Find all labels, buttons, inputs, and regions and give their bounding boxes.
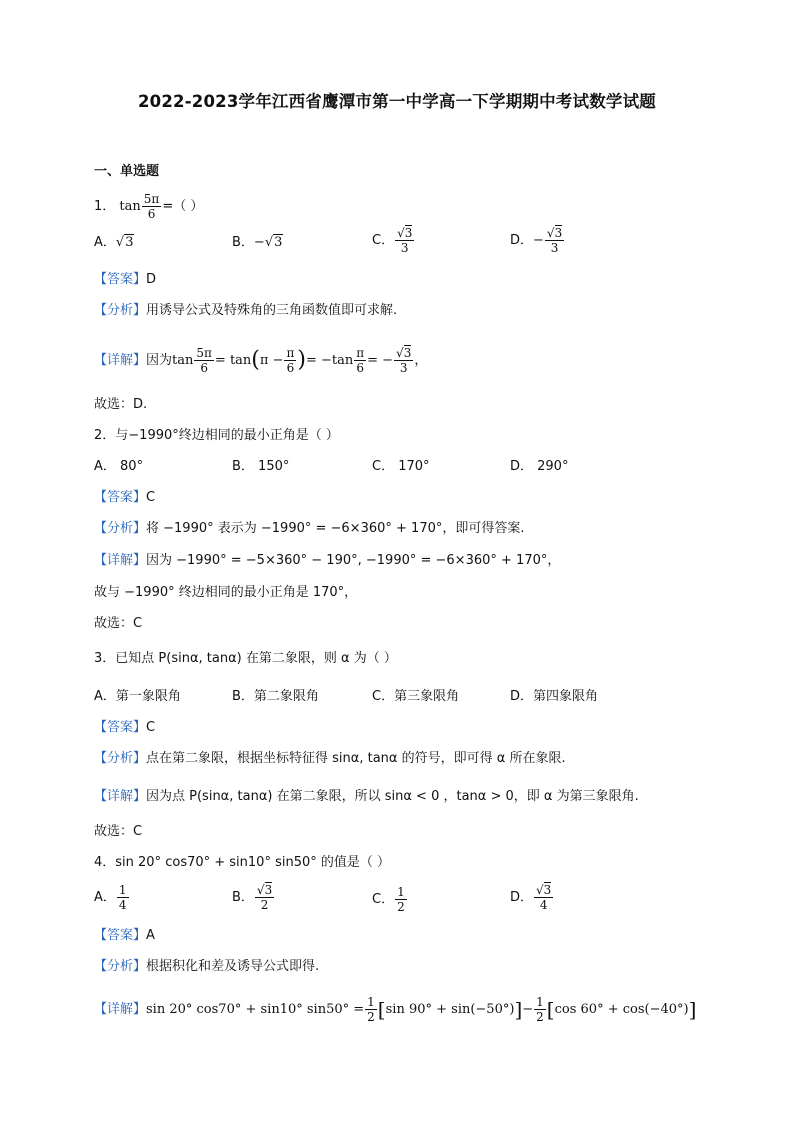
choose-label: 故选： — [94, 397, 134, 412]
minus-sign: − — [522, 1002, 534, 1017]
analysis-tag: 【分析】 — [94, 303, 147, 318]
analysis-text: 用诱导公式及特殊角的三角函数值即可求解. — [146, 303, 398, 318]
sqrt-icon: √ — [264, 235, 274, 250]
fraction-numerator — [255, 883, 274, 898]
question-2-analysis — [94, 520, 525, 538]
question-2-option-c: C． 170° — [372, 459, 430, 474]
fraction-denominator: 3 — [550, 241, 559, 255]
fraction-denominator: 2 — [536, 1010, 544, 1024]
sqrt-radicand: 3 — [403, 346, 412, 360]
fraction-numerator: π — [356, 346, 365, 360]
question-3-detail — [94, 788, 639, 806]
analysis-tag: 【分析】 — [94, 959, 147, 974]
fraction — [534, 883, 553, 912]
left-bracket: [ — [546, 997, 555, 1022]
question-number: 1． — [94, 199, 116, 214]
detail-text: 因为 — [146, 353, 173, 368]
answer-value: C — [146, 490, 156, 505]
fraction-numerator: 1 — [367, 995, 375, 1009]
detail-tag: 【详解】 — [94, 353, 147, 368]
detail-expr: sin 20° cos70° + sin10° sin50° = — [146, 1002, 365, 1017]
analysis-text: 点在第二象限，根据坐标特征得 sinα, tanα 的符号，即可得 α 所在象限. — [146, 751, 566, 766]
choose-value: C — [133, 616, 143, 631]
analysis-text: 将 −1990° 表示为 −1990° = −6×360° + 170°，即可得答案. — [146, 521, 525, 536]
right-bracket: ] — [514, 997, 523, 1022]
answer-tag: 【答案】 — [94, 720, 147, 735]
question-2-choose — [94, 615, 142, 633]
question-2-stem — [94, 427, 339, 445]
option-label: D． — [510, 233, 534, 248]
fraction — [534, 995, 546, 1024]
fraction — [142, 192, 162, 221]
question-1-option-c — [372, 226, 415, 255]
fraction-numerator — [534, 883, 553, 898]
question-3-option-a: A．第一象限角 — [94, 689, 181, 704]
fraction-numerator: 5π — [196, 346, 212, 360]
detail-expr: = − — [367, 353, 394, 368]
question-2-option-a: A． 80° — [94, 459, 144, 474]
sqrt-radicand: 3 — [404, 226, 413, 240]
question-3-choose — [94, 823, 142, 841]
option-label: C． — [372, 233, 395, 248]
fraction-denominator: 2 — [367, 1010, 375, 1024]
option-label: A． — [94, 235, 116, 250]
fraction-numerator: 1 — [397, 885, 405, 899]
detail-tag: 【详解】 — [94, 553, 147, 568]
choose-label: 故选： — [94, 824, 134, 839]
question-number: 2． — [94, 428, 116, 443]
left-bracket: [ — [377, 997, 386, 1022]
option-label: D． — [510, 890, 534, 905]
question-1-option-b — [232, 234, 283, 252]
sqrt-radicand: 3 — [274, 235, 283, 250]
fraction — [395, 226, 414, 255]
sqrt-expression — [116, 234, 135, 252]
sqrt-icon: √ — [115, 235, 125, 250]
option-label: C． — [372, 892, 395, 907]
detail-expr: cos 60° + cos(−40°) — [554, 1002, 689, 1017]
detail-text: 因为点 P(sinα, tanα) 在第二象限，所以 sinα < 0 ，tanα > 0，即 α 为第三象限角. — [146, 789, 639, 804]
fraction-denominator: 2 — [397, 900, 405, 914]
analysis-text: 根据积化和差及诱导公式即得. — [146, 959, 320, 974]
detail-expr: = tan — [214, 353, 252, 368]
question-2-detail-2: 故与 −1990° 终边相同的最小正角是 170°， — [94, 585, 358, 600]
fraction — [284, 346, 296, 375]
fraction-denominator: 4 — [539, 898, 548, 912]
fraction-numerator — [394, 346, 413, 361]
page-title: 2022-2023学年江西省鹰潭市第一中学高一下学期期中考试数学试题 — [138, 92, 656, 111]
question-2-answer — [94, 489, 155, 507]
minus-sign: − — [253, 235, 265, 250]
question-1-choose — [94, 396, 147, 414]
question-3-option-d: D．第四象限角 — [510, 689, 599, 704]
option-label: A． — [94, 890, 116, 905]
fraction-numerator: 5π — [143, 192, 160, 206]
detail-expr: sin 90° + sin(−50°) — [385, 1002, 515, 1017]
sqrt-icon: √ — [396, 346, 404, 360]
detail-expr: π − — [259, 353, 284, 368]
fraction-denominator: 6 — [286, 361, 295, 375]
fraction — [365, 995, 377, 1024]
section-heading: 一、单选题 — [94, 164, 160, 179]
detail-text: 因为 −1990° = −5×360° − 190°, −1990° = −6×360° + 170°， — [146, 553, 561, 568]
stem-tail: =（ ） — [162, 199, 204, 214]
question-3-option-b: B．第二象限角 — [232, 689, 319, 704]
detail-func: tan — [172, 353, 194, 368]
sqrt-icon: √ — [546, 226, 555, 240]
fraction — [117, 883, 129, 912]
fraction — [354, 346, 366, 375]
question-2-option-b: B． 150° — [232, 459, 290, 474]
sqrt-icon: √ — [536, 883, 544, 897]
detail-text: ， — [414, 353, 428, 368]
question-1-answer — [94, 271, 156, 289]
sqrt-radicand: 3 — [264, 883, 273, 897]
question-1-analysis — [94, 302, 397, 320]
detail-tag: 【详解】 — [94, 789, 147, 804]
question-3-option-c: C．第三象限角 — [372, 689, 460, 704]
fraction — [194, 346, 214, 375]
question-3-stem — [94, 650, 397, 668]
right-bracket: ] — [688, 997, 697, 1022]
question-1-detail — [94, 346, 427, 375]
analysis-tag: 【分析】 — [94, 521, 147, 536]
question-4-option-d — [510, 883, 554, 912]
answer-tag: 【答案】 — [94, 928, 147, 943]
question-4-detail — [94, 995, 696, 1024]
stem-text: 与−1990°终边相同的最小正角是（ ） — [115, 428, 339, 443]
left-paren: ( — [251, 347, 260, 373]
question-2-option-d: D． 290° — [510, 459, 569, 474]
question-4-option-c — [372, 885, 408, 914]
question-4-stem — [94, 854, 390, 872]
question-4-analysis — [94, 958, 319, 976]
minus-sign: − — [533, 233, 544, 248]
question-1-option-d — [510, 226, 565, 255]
fraction-denominator: 3 — [400, 241, 409, 255]
answer-value: C — [146, 720, 156, 735]
stem-text: sin 20° cos70° + sin10° sin50° 的值是（ ） — [115, 855, 391, 870]
question-3-answer — [94, 719, 155, 737]
fraction-numerator: π — [286, 346, 295, 360]
fraction — [394, 346, 413, 375]
answer-value: D — [146, 272, 157, 287]
fraction-denominator: 2 — [260, 898, 269, 912]
answer-tag: 【答案】 — [94, 272, 147, 287]
answer-tag: 【答案】 — [94, 490, 147, 505]
stem-text: 已知点 P(sinα, tanα) 在第二象限，则 α 为（ ） — [115, 651, 397, 666]
sqrt-icon: √ — [256, 883, 265, 897]
fraction-numerator — [545, 226, 564, 241]
question-3-analysis — [94, 750, 566, 768]
question-4-answer — [94, 927, 155, 945]
fraction — [545, 226, 564, 255]
fraction-denominator: 6 — [147, 207, 156, 221]
sqrt-expression — [265, 234, 284, 252]
fraction-denominator: 6 — [200, 361, 208, 375]
question-1-option-a — [94, 234, 134, 252]
question-4-option-b — [232, 883, 275, 912]
option-label: B． — [232, 235, 254, 250]
question-1-stem — [94, 192, 203, 221]
choose-label: 故选： — [94, 616, 134, 631]
fraction-denominator: 3 — [399, 361, 408, 375]
fraction-numerator: 1 — [118, 883, 127, 897]
sqrt-icon: √ — [397, 226, 405, 240]
detail-expr: = −tan — [305, 353, 354, 368]
choose-value: D. — [133, 397, 148, 412]
right-paren: ) — [297, 347, 306, 373]
question-number: 3． — [94, 651, 116, 666]
fraction-numerator — [395, 226, 414, 241]
fraction-denominator: 4 — [118, 898, 127, 912]
option-label: B． — [232, 890, 254, 905]
fraction — [395, 885, 407, 914]
fraction — [255, 883, 274, 912]
stem-func: tan — [119, 199, 141, 214]
sqrt-radicand: 3 — [125, 235, 134, 250]
question-2-detail — [94, 552, 560, 570]
choose-value: C — [133, 824, 143, 839]
sqrt-radicand: 3 — [543, 883, 552, 897]
fraction-denominator: 6 — [356, 361, 364, 375]
answer-value: A — [146, 928, 155, 943]
analysis-tag: 【分析】 — [94, 751, 147, 766]
sqrt-radicand: 3 — [554, 226, 563, 240]
question-number: 4． — [94, 855, 116, 870]
detail-tag: 【详解】 — [94, 1002, 147, 1017]
question-4-option-a — [94, 883, 130, 912]
fraction-numerator: 1 — [536, 995, 544, 1009]
